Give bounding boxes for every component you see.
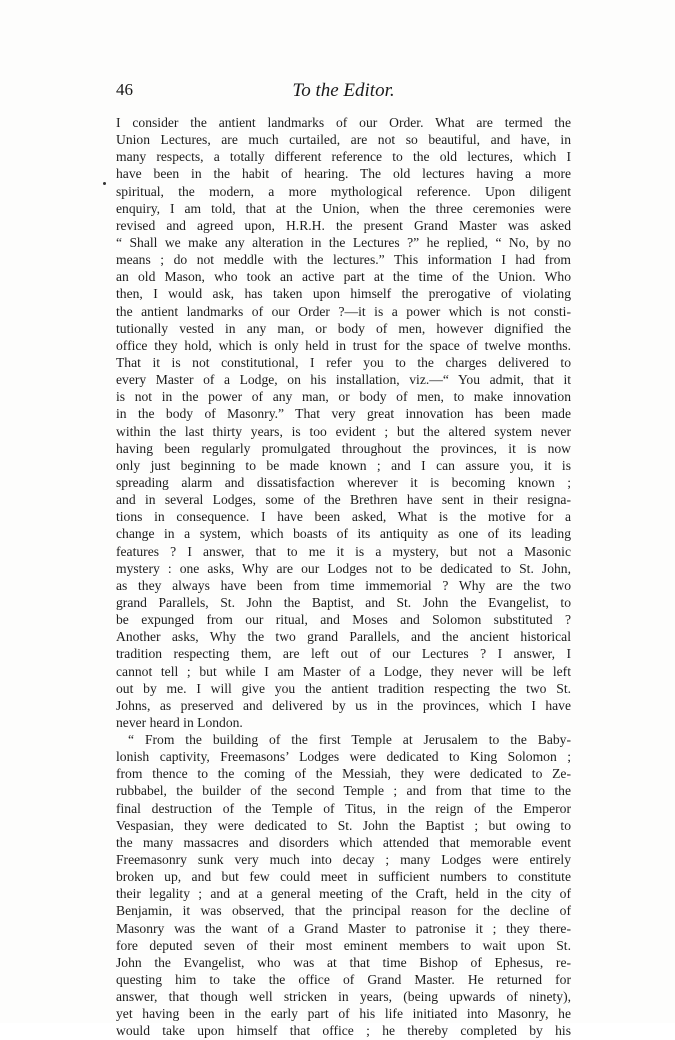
text-line: Union Lectures, are much curtailed, are not so beautiful, and have, in [116,132,571,148]
text-line: means ; do not meddle with the lectures.” This information I had from [116,252,571,268]
text-line: fore deputed seven of their most eminent members to wait upon St. [116,937,571,953]
text-line: have been in the habit of hearing. The old lectures having a more [116,166,571,182]
text-line: answer, that though well stricken in years, (being upwards of ninety), [116,989,571,1005]
text-line: an old Mason, who took an active part at the time of the Union. Who [116,269,571,285]
text-line: never heard in London. [116,714,243,730]
text-line: revised and agreed upon, H.R.H. the present Grand Master was asked [116,217,571,233]
text-line: mystery : one asks, Why are our Lodges not to be dedicated to St. John, [116,560,571,576]
text-line: and in several Lodges, some of the Brethren have sent in their resigna- [116,492,571,508]
text-line: then, I would ask, has taken upon himself the prerogative of violating [116,286,571,302]
page-header [116,80,571,104]
text-line: would take upon himself that office ; he thereby completed by his [116,1023,571,1039]
text-line: in the body of Masonry.” That very great innovation has been made [116,406,571,422]
text-line: tradition respecting them, are left out of our Lectures ? I answer, I [116,646,571,662]
text-line: rubbabel, the builder of the second Temple ; and from that time to the [116,783,571,799]
text-line: Freemasonry sunk very much into decay ; many Lodges were entirely [116,852,571,868]
body-text [116,114,571,1040]
text-line: features ? I answer, that to me it is a mystery, but not a Masonic [116,543,571,559]
text-line: out by me. I will give you the antient tradition respecting the two St. [116,680,571,696]
text-line: is not in the power of any man, or body of men, to make innovation [116,389,571,405]
text-line: tions in consequence. I have been asked, What is the motive for a [116,509,571,525]
text-line: Vespasian, they were dedicated to St. John the Baptist ; but owing to [116,817,571,833]
text-line: final destruction of the Temple of Titus, in the reign of the Emperor [116,800,571,816]
text-line: “ Shall we make any alteration in the Lectures ?” he replied, “ No, by no [116,234,571,250]
text-line: Johns, as preserved and delivered by us in the provinces, which I have [116,697,571,713]
text-line: enquiry, I am told, that at the Union, when the three ceremonies were [116,200,571,216]
text-line: That it is not constitutional, I refer you to the charges delivered to [116,354,571,370]
text-line: office they hold, which is only held in trust for the space of twelve months. [116,337,571,353]
text-line: as they always have been from time immemorial ? Why are the two [116,577,571,593]
text-line: Benjamin, it was observed, that the principal reason for the decline of [116,903,571,919]
text-line: Masonry was the want of a Grand Master to patronise it ; they there- [116,920,571,936]
text-line: having been regularly promulgated throughout the provinces, it is now [116,440,571,456]
text-line: broken up, and but few could meet in sufficient numbers to constitute [116,869,571,885]
text-line: grand Parallels, St. John the Baptist, and St. John the Evangelist, to [116,594,571,610]
text-line: I consider the antient landmarks of our Order. What are termed the [116,115,571,130]
text-line: their legality ; and at a general meeting of the Craft, held in the city of [116,886,571,902]
text-line: cannot tell ; but while I am Master of a Lodge, they never will be left [116,663,571,679]
text-line: tutionally vested in any man, or body of men, however dignified the [116,320,571,336]
text-line: Another asks, Why the two grand Parallels, and the ancient historical [116,629,571,645]
text-line: lonish captivity, Freemasons’ Lodges were dedicated to King Solomon ; [116,749,571,765]
text-line: from thence to the coming of the Messiah, they were dedicated to Ze- [116,766,571,782]
margin-mark [103,182,106,185]
text-line: within the last thirty years, is too evident ; but the altered system never [116,423,571,439]
text-line: John the Evangelist, who was at that time Bishop of Ephesus, re- [116,954,571,970]
page-number: 46 [116,80,133,99]
text-line: many respects, a totally different reference to the old lectures, which I [116,149,571,165]
text-line: the antient landmarks of our Order ?—it is a power which is not consti- [116,303,571,319]
text-line: yet having been in the early part of his life initiated into Masonry, he [116,1006,571,1022]
text-line: only just beginning to be made known ; and I can assure you, it is [116,457,571,473]
text-line: “ From the building of the first Temple at Jerusalem to the Baby- [128,732,571,748]
text-line: spreading alarm and dissatisfaction wherever it is becoming known ; [116,474,571,490]
text-line: change in a system, which boasts of its antiquity as one of its leading [116,526,571,542]
text-line: the many massacres and disorders which attended that memorable event [116,834,571,850]
running-title: To the Editor. [292,80,395,101]
text-line: every Master of a Lodge, on his installation, viz.—“ You admit, that it [116,372,571,388]
text-line: be expunged from our ritual, and Moses and Solomon substituted ? [116,612,571,628]
text-line: spiritual, the modern, a more mythological reference. Upon diligent [116,183,571,199]
text-line: questing him to take the office of Grand Master. He returned for [116,972,571,988]
